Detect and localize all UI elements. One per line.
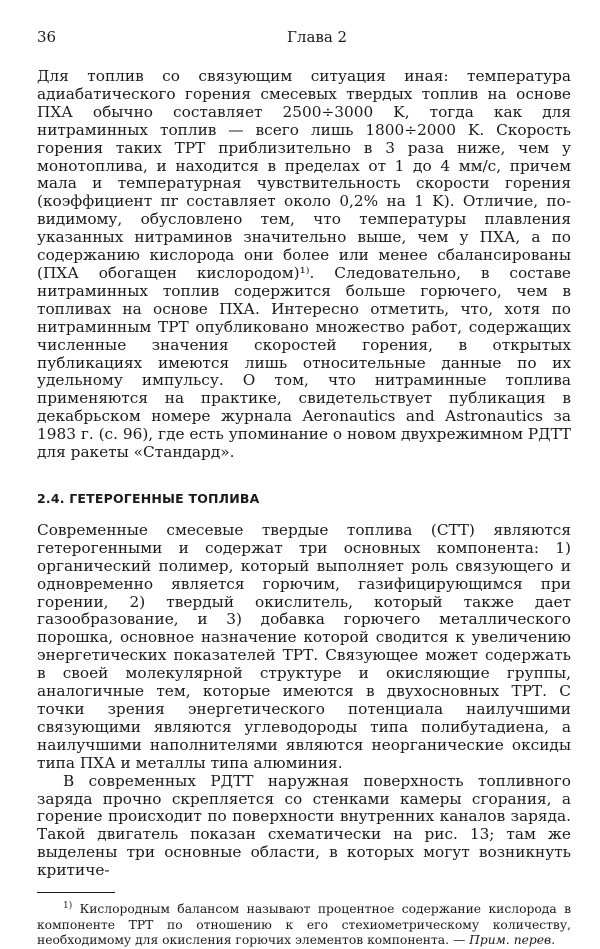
page-header [37, 28, 571, 50]
paragraph-motor-design: В современных РДТТ наружная поверхность топливного заряда прочно скрепляется со стенками камеры сгорания, а горение происходит по поверхности внутренних каналов заряда. Такой двигатель показан схематически на рис. 13; там же выделены три основные области, в которых могут возникнуть критиче- [37, 771, 571, 880]
footnote [37, 899, 571, 949]
section-heading: 2.4. ГЕТЕРОГЕННЫЕ ТОПЛИВА [37, 490, 260, 506]
running-head: Глава 2 [287, 28, 348, 46]
translator-note-label: Прим. перев. [469, 933, 556, 948]
paragraph-nitramine-propellants: Для топлив со связующим ситуация иная: температура адиабатического горения смесевых твердых топлив на основе ПХА обычно составляет 2500÷3000 K, тогда как для нитраминных топлив — всего лишь 1800÷2000 K. Скорость горения таких ТРТ приблизительно в 3 раза ниже, чем у монотоплива, и находится в пределах от 1 до 4 мм/с, причем мала и температурная чувствительность скорости горения (коэффициент πr составляет около 0,2% на 1 K). Отличие, по-видимому, обусловлено тем, что температуры плавления указанных нитраминов значительно выше, чем у ПХА, а по содержанию кислорода они более или менее сбалансированы (ПХА обогащен кислородом)¹⁾. Следовательно, в составе нитраминных топлив содержится больше горючего, чем в топливах на основе ПХА. Интересно отметить, что, хотя по нитраминным ТРТ опубликовано множество работ, содержащих численные значения скоростей горения, в открытых публикациях имеются лишь относительные данные по их удельному импульсу. О том, что нитраминные топлива применяются на практике, свидетельствует публикация в декабрьском номере журнала Aeronautics and Astronautics за 1983 г. (с. 96), где есть упоминание о новом двухрежимном РДТТ для ракеты «Стандард». [37, 67, 571, 462]
paragraph-heterogeneous-propellants: Современные смесевые твердые топлива (СТТ) являются гетерогенными и содержат три основных компонента: 1) органический полимер, который выполняет роль связующего и одновременно является горючим, газифицирующимся при горении, 2) твердый окислитель, который также дает газообразование, и 3) добавка горючего металлического порошка, основное назначение которой сводится к увеличению энергетических показателей ТРТ. Связующее может содержать в своей молекулярной структуре и окисляющие группы, аналогичные тем, которые имеются в двухосновных ТРТ. С точки зрения энергетического потенциала наилучшими связующими являются углеводороды типа полибутадиена, а наилучшими наполнителями являются неорганические оксиды типа ПХА и металлы типа алюминия. [37, 520, 571, 772]
footnote-marker: 1) [63, 901, 73, 912]
footnote-text: Кислородным балансом называют процентное содержание кислорода в компоненте ТРТ по отношению к его стехиометрическому количеству, необходимому для окисления горючих элементов компонента. — [37, 902, 571, 948]
footnote-separator [37, 892, 115, 893]
page-number: 36 [37, 28, 57, 46]
page [37, 28, 571, 949]
